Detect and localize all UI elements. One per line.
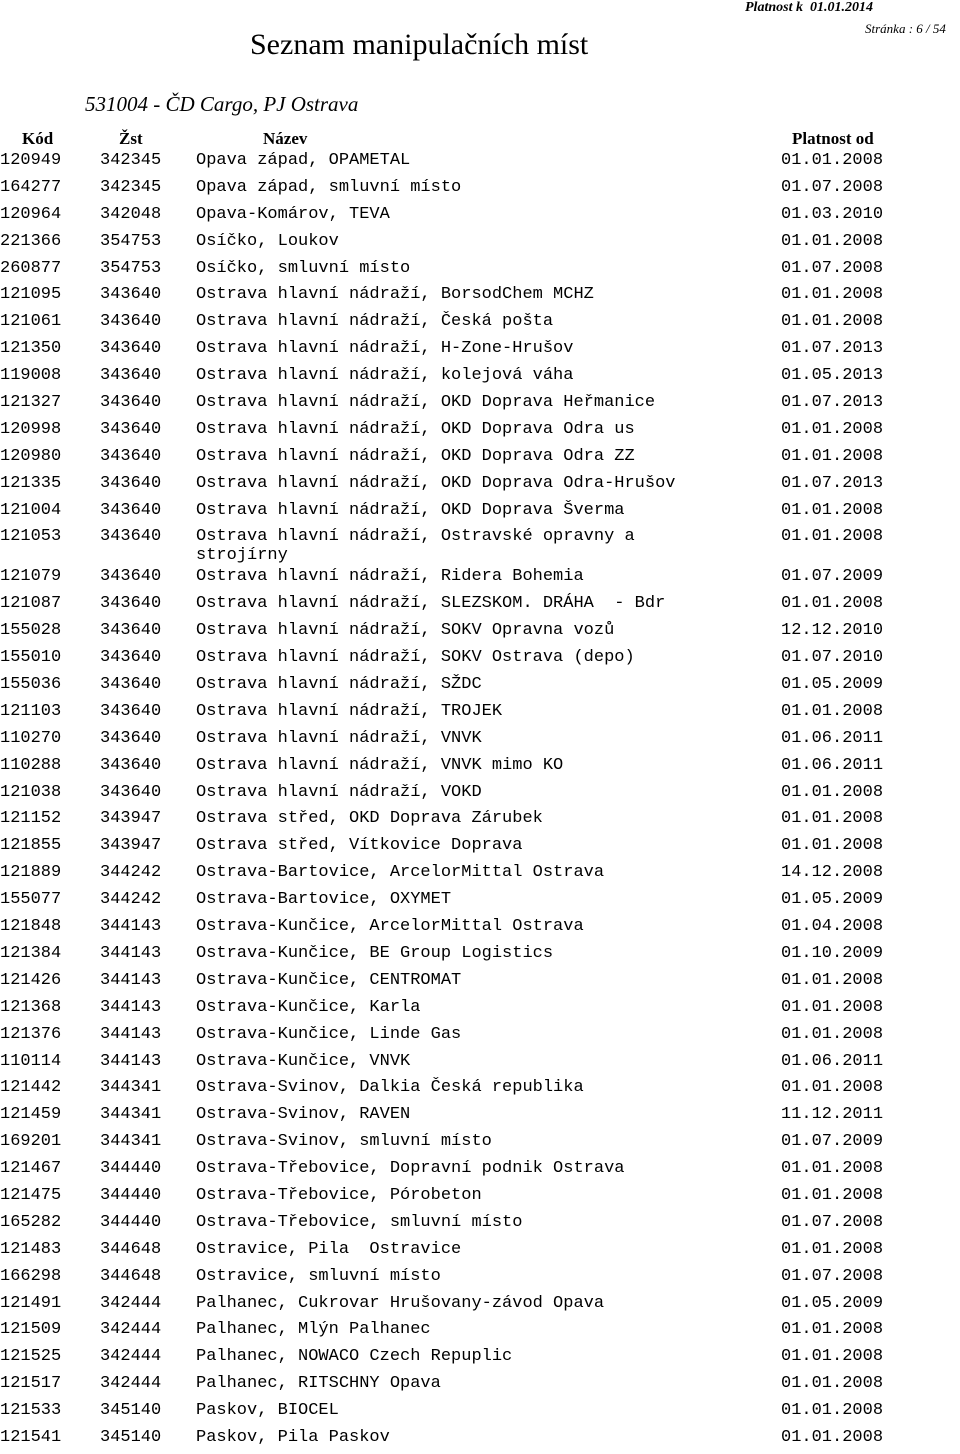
row-station: 342444 bbox=[100, 1320, 162, 1340]
table-row bbox=[0, 1373, 960, 1400]
row-name: Ostravice, smluvní místo bbox=[196, 1266, 441, 1286]
table-row bbox=[0, 916, 960, 943]
row-code: 121327 bbox=[0, 393, 62, 413]
row-code: 155028 bbox=[0, 621, 62, 641]
row-name: Ostrava-Třebovice, Pórobeton bbox=[196, 1185, 482, 1205]
row-name: Osíčko, smluvní místo bbox=[196, 258, 411, 278]
table-row bbox=[0, 473, 960, 500]
table-row bbox=[0, 782, 960, 809]
row-name: Paskov, Pila Paskov bbox=[196, 1427, 390, 1447]
row-valid-from: 01.01.2008 bbox=[781, 1024, 884, 1044]
row-station: 344440 bbox=[100, 1159, 162, 1179]
row-name: Ostrava hlavní nádraží, SOKV Opravna vozů bbox=[196, 621, 615, 641]
row-name: Ostrava-Kunčice, CENTROMAT bbox=[196, 970, 462, 990]
table-row bbox=[0, 808, 960, 835]
row-name: Ostrava-Třebovice, Dopravní podnik Ostrava bbox=[196, 1159, 625, 1179]
row-code: 121335 bbox=[0, 473, 62, 493]
row-station: 343640 bbox=[100, 648, 162, 668]
row-code: 121509 bbox=[0, 1320, 62, 1340]
row-valid-from: 01.01.2008 bbox=[781, 500, 884, 520]
row-valid-from: 01.05.2009 bbox=[781, 890, 884, 910]
row-code: 221366 bbox=[0, 231, 62, 251]
row-code: 120964 bbox=[0, 204, 62, 224]
table-row bbox=[0, 1293, 960, 1320]
row-code: 121368 bbox=[0, 997, 62, 1017]
row-station: 344648 bbox=[100, 1266, 162, 1286]
row-station: 344143 bbox=[100, 1051, 162, 1071]
organization-unit: 531004 - ČD Cargo, PJ Ostrava bbox=[85, 92, 359, 116]
column-header-date: Platnost od bbox=[792, 129, 874, 148]
row-valid-from: 01.01.2008 bbox=[781, 419, 884, 439]
table-row bbox=[0, 943, 960, 970]
row-station: 343640 bbox=[100, 567, 162, 587]
row-station: 344341 bbox=[100, 1078, 162, 1098]
table-row bbox=[0, 1427, 960, 1454]
row-station: 343947 bbox=[100, 809, 162, 829]
row-name: Ostrava-Kunčice, Linde Gas bbox=[196, 1024, 462, 1044]
row-station: 342444 bbox=[100, 1347, 162, 1367]
row-valid-from: 01.01.2008 bbox=[781, 1159, 884, 1179]
row-station: 344242 bbox=[100, 890, 162, 910]
row-code: 120949 bbox=[0, 151, 62, 170]
table-row bbox=[0, 835, 960, 862]
row-code: 166298 bbox=[0, 1266, 62, 1286]
row-name: Paskov, BIOCEL bbox=[196, 1401, 339, 1421]
table-row bbox=[0, 204, 960, 231]
row-code: 260877 bbox=[0, 258, 62, 278]
row-name: Ostravice, Pila Ostravice bbox=[196, 1239, 462, 1259]
row-name: Ostrava hlavní nádraží, H-Zone-Hrušov bbox=[196, 339, 574, 359]
row-valid-from: 01.01.2008 bbox=[781, 231, 884, 251]
row-code: 121848 bbox=[0, 917, 62, 937]
row-valid-from: 01.01.2008 bbox=[781, 809, 884, 829]
row-name: Palhanec, NOWACO Czech Repuplic bbox=[196, 1347, 513, 1367]
table-row bbox=[0, 970, 960, 997]
row-station: 342444 bbox=[100, 1374, 162, 1394]
row-name: Palhanec, Cukrovar Hrušovany-závod Opava bbox=[196, 1293, 605, 1313]
table-row bbox=[0, 419, 960, 446]
row-code: 121475 bbox=[0, 1185, 62, 1205]
row-valid-from: 01.01.2008 bbox=[781, 970, 884, 990]
row-name: Ostrava-Bartovice, OXYMET bbox=[196, 890, 452, 910]
row-valid-from: 01.01.2008 bbox=[781, 997, 884, 1017]
table-header bbox=[0, 129, 960, 151]
table-row bbox=[0, 1346, 960, 1373]
row-valid-from: 01.04.2008 bbox=[781, 917, 884, 937]
table-row bbox=[0, 1266, 960, 1293]
row-name: Ostrava-Třebovice, smluvní místo bbox=[196, 1212, 523, 1232]
page-number: Stránka : 6 / 54 bbox=[865, 21, 946, 36]
row-valid-from: 01.01.2008 bbox=[781, 701, 884, 721]
row-valid-from: 01.05.2009 bbox=[781, 1293, 884, 1313]
table-row bbox=[0, 338, 960, 365]
row-code: 121483 bbox=[0, 1239, 62, 1259]
row-name: Ostrava hlavní nádraží, OKD Doprava Odra ZZ bbox=[196, 446, 635, 466]
table-row bbox=[0, 674, 960, 701]
row-station: 342048 bbox=[100, 204, 162, 224]
table-row bbox=[0, 755, 960, 782]
row-name: Ostrava-Bartovice, ArcelorMittal Ostrava bbox=[196, 863, 605, 883]
row-code: 164277 bbox=[0, 177, 62, 197]
column-header-zst: Žst bbox=[119, 129, 143, 148]
row-code: 121525 bbox=[0, 1347, 62, 1367]
row-station: 343947 bbox=[100, 836, 162, 856]
row-station: 343640 bbox=[100, 339, 162, 359]
row-station: 354753 bbox=[100, 258, 162, 278]
validity-date: Platnost k 01.01.2014 bbox=[745, 0, 873, 15]
row-valid-from: 01.01.2008 bbox=[781, 836, 884, 856]
table-row bbox=[0, 1051, 960, 1078]
table-body bbox=[0, 150, 960, 1454]
row-valid-from: 01.10.2009 bbox=[781, 943, 884, 963]
row-code: 121384 bbox=[0, 943, 62, 963]
row-name: Ostrava hlavní nádraží, OKD Doprava Heřmanice bbox=[196, 393, 656, 413]
row-name: Ostrava hlavní nádraží, Ostravské opravny a strojírny bbox=[196, 527, 635, 566]
row-code: 121889 bbox=[0, 863, 62, 883]
row-name: Opava západ, OPAMETAL bbox=[196, 151, 411, 170]
row-name: Ostrava-Kunčice, ArcelorMittal Ostrava bbox=[196, 917, 584, 937]
row-station: 343640 bbox=[100, 728, 162, 748]
row-station: 344143 bbox=[100, 943, 162, 963]
column-header-name: Název bbox=[263, 129, 308, 148]
row-station: 343640 bbox=[100, 621, 162, 641]
page-title: Seznam manipulačních míst bbox=[250, 28, 589, 61]
row-code: 121491 bbox=[0, 1293, 62, 1313]
row-valid-from: 01.06.2011 bbox=[781, 755, 884, 775]
row-station: 343640 bbox=[100, 701, 162, 721]
table-row bbox=[0, 1077, 960, 1104]
row-code: 121061 bbox=[0, 312, 62, 332]
table-row bbox=[0, 862, 960, 889]
row-valid-from: 01.07.2008 bbox=[781, 177, 884, 197]
row-name: Ostrava hlavní nádraží, OKD Doprava Odra-Hrušov bbox=[196, 473, 676, 493]
row-valid-from: 01.01.2008 bbox=[781, 1320, 884, 1340]
row-name: Ostrava hlavní nádraží, BorsodChem MCHZ bbox=[196, 285, 594, 305]
row-valid-from: 01.06.2011 bbox=[781, 728, 884, 748]
row-name: Ostrava hlavní nádraží, OKD Doprava Šverma bbox=[196, 500, 625, 520]
row-valid-from: 01.07.2013 bbox=[781, 339, 884, 359]
row-name: Opava západ, smluvní místo bbox=[196, 177, 462, 197]
row-station: 343640 bbox=[100, 500, 162, 520]
row-valid-from: 01.07.2010 bbox=[781, 648, 884, 668]
table-row bbox=[0, 258, 960, 285]
row-code: 169201 bbox=[0, 1132, 62, 1152]
row-code: 121087 bbox=[0, 594, 62, 614]
row-code: 120980 bbox=[0, 446, 62, 466]
table-row bbox=[0, 701, 960, 728]
table-row bbox=[0, 1185, 960, 1212]
row-station: 343640 bbox=[100, 419, 162, 439]
table-row bbox=[0, 1024, 960, 1051]
table-row bbox=[0, 177, 960, 204]
row-station: 354753 bbox=[100, 231, 162, 251]
row-code: 121053 bbox=[0, 527, 62, 547]
row-name: Ostrava hlavní nádraží, SOKV Ostrava (depo) bbox=[196, 648, 635, 668]
row-code: 155010 bbox=[0, 648, 62, 668]
row-station: 343640 bbox=[100, 675, 162, 695]
row-name: Ostrava hlavní nádraží, SŽDC bbox=[196, 675, 482, 695]
row-station: 344648 bbox=[100, 1239, 162, 1259]
row-valid-from: 01.05.2009 bbox=[781, 675, 884, 695]
row-station: 345140 bbox=[100, 1401, 162, 1421]
row-station: 344143 bbox=[100, 970, 162, 990]
row-name: Ostrava-Kunčice, BE Group Logistics bbox=[196, 943, 554, 963]
row-code: 121038 bbox=[0, 782, 62, 802]
table-row bbox=[0, 1319, 960, 1346]
row-valid-from: 01.03.2010 bbox=[781, 204, 884, 224]
row-station: 344341 bbox=[100, 1105, 162, 1125]
row-code: 121855 bbox=[0, 836, 62, 856]
row-valid-from: 01.01.2008 bbox=[781, 782, 884, 802]
row-name: Ostrava hlavní nádraží, VNVK mimo KO bbox=[196, 755, 564, 775]
row-valid-from: 01.01.2008 bbox=[781, 1374, 884, 1394]
table-row bbox=[0, 1212, 960, 1239]
table-row bbox=[0, 593, 960, 620]
table-row bbox=[0, 728, 960, 755]
row-name: Ostrava hlavní nádraží, kolejová váha bbox=[196, 366, 574, 386]
row-code: 155077 bbox=[0, 890, 62, 910]
row-station: 344143 bbox=[100, 917, 162, 937]
table-row bbox=[0, 311, 960, 338]
table-row bbox=[0, 997, 960, 1024]
row-station: 342345 bbox=[100, 177, 162, 197]
row-code: 121426 bbox=[0, 970, 62, 990]
row-valid-from: 14.12.2008 bbox=[781, 863, 884, 883]
row-station: 343640 bbox=[100, 446, 162, 466]
row-code: 121459 bbox=[0, 1105, 62, 1125]
row-code: 121442 bbox=[0, 1078, 62, 1098]
row-station: 343640 bbox=[100, 473, 162, 493]
row-name: Ostrava hlavní nádraží, TROJEK bbox=[196, 701, 503, 721]
row-code: 121541 bbox=[0, 1427, 62, 1447]
row-name: Palhanec, RITSCHNY Opava bbox=[196, 1374, 441, 1394]
row-name: Ostrava hlavní nádraží, Česká pošta bbox=[196, 312, 554, 332]
table-row bbox=[0, 1400, 960, 1427]
row-code: 110270 bbox=[0, 728, 62, 748]
row-valid-from: 01.01.2008 bbox=[781, 312, 884, 332]
row-valid-from: 01.01.2008 bbox=[781, 1347, 884, 1367]
row-station: 343640 bbox=[100, 285, 162, 305]
row-valid-from: 12.12.2010 bbox=[781, 621, 884, 641]
row-valid-from: 01.05.2013 bbox=[781, 366, 884, 386]
row-code: 121152 bbox=[0, 809, 62, 829]
row-station: 344143 bbox=[100, 1024, 162, 1044]
table-row bbox=[0, 150, 960, 177]
row-valid-from: 01.01.2008 bbox=[781, 1185, 884, 1205]
row-valid-from: 01.07.2008 bbox=[781, 1266, 884, 1286]
row-valid-from: 01.06.2011 bbox=[781, 1051, 884, 1071]
row-station: 344440 bbox=[100, 1185, 162, 1205]
row-station: 343640 bbox=[100, 782, 162, 802]
row-valid-from: 01.07.2013 bbox=[781, 473, 884, 493]
row-code: 121095 bbox=[0, 285, 62, 305]
row-station: 345140 bbox=[100, 1427, 162, 1447]
row-station: 343640 bbox=[100, 594, 162, 614]
row-station: 342345 bbox=[100, 151, 162, 170]
row-valid-from: 01.07.2013 bbox=[781, 393, 884, 413]
row-valid-from: 01.01.2008 bbox=[781, 151, 884, 170]
row-name: Ostrava hlavní nádraží, VOKD bbox=[196, 782, 482, 802]
table-row bbox=[0, 620, 960, 647]
row-name: Ostrava hlavní nádraží, Ridera Bohemia bbox=[196, 567, 584, 587]
row-code: 121533 bbox=[0, 1401, 62, 1421]
row-valid-from: 01.07.2008 bbox=[781, 1212, 884, 1232]
row-station: 343640 bbox=[100, 527, 162, 547]
row-station: 344341 bbox=[100, 1132, 162, 1152]
row-code: 119008 bbox=[0, 366, 62, 386]
row-name: Ostrava hlavní nádraží, SLEZSKOM. DRÁHA - Bdr bbox=[196, 594, 666, 614]
row-name: Ostrava-Svinov, RAVEN bbox=[196, 1105, 411, 1125]
row-valid-from: 01.01.2008 bbox=[781, 594, 884, 614]
row-valid-from: 01.01.2008 bbox=[781, 1401, 884, 1421]
row-code: 120998 bbox=[0, 419, 62, 439]
table-row bbox=[0, 365, 960, 392]
row-name: Ostrava-Svinov, smluvní místo bbox=[196, 1132, 492, 1152]
row-valid-from: 11.12.2011 bbox=[781, 1105, 884, 1125]
row-station: 344242 bbox=[100, 863, 162, 883]
row-valid-from: 01.07.2009 bbox=[781, 1132, 884, 1152]
table-row bbox=[0, 566, 960, 593]
row-code: 110288 bbox=[0, 755, 62, 775]
table-row bbox=[0, 889, 960, 916]
table-row bbox=[0, 231, 960, 258]
row-valid-from: 01.01.2008 bbox=[781, 1427, 884, 1447]
row-name: Ostrava hlavní nádraží, OKD Doprava Odra us bbox=[196, 419, 635, 439]
row-code: 155036 bbox=[0, 675, 62, 695]
row-name: Ostrava střed, OKD Doprava Zárubek bbox=[196, 809, 543, 829]
table-row bbox=[0, 500, 960, 527]
row-name: Ostrava-Svinov, Dalkia Česká republika bbox=[196, 1078, 584, 1098]
table-row bbox=[0, 392, 960, 419]
row-station: 343640 bbox=[100, 312, 162, 332]
row-station: 344143 bbox=[100, 997, 162, 1017]
row-valid-from: 01.01.2008 bbox=[781, 1239, 884, 1259]
row-code: 121376 bbox=[0, 1024, 62, 1044]
table-row bbox=[0, 1104, 960, 1131]
row-name: Ostrava-Kunčice, VNVK bbox=[196, 1051, 411, 1071]
row-valid-from: 01.01.2008 bbox=[781, 527, 884, 547]
table-row bbox=[0, 1239, 960, 1266]
row-name: Ostrava střed, Vítkovice Doprava bbox=[196, 836, 523, 856]
row-valid-from: 01.01.2008 bbox=[781, 446, 884, 466]
row-station: 343640 bbox=[100, 755, 162, 775]
row-code: 121517 bbox=[0, 1374, 62, 1394]
table-row bbox=[0, 1131, 960, 1158]
row-code: 165282 bbox=[0, 1212, 62, 1232]
row-name: Opava-Komárov, TEVA bbox=[196, 204, 390, 224]
row-valid-from: 01.01.2008 bbox=[781, 1078, 884, 1098]
row-name: Osíčko, Loukov bbox=[196, 231, 339, 251]
row-station: 343640 bbox=[100, 366, 162, 386]
row-valid-from: 01.07.2009 bbox=[781, 567, 884, 587]
row-code: 121079 bbox=[0, 567, 62, 587]
row-station: 342444 bbox=[100, 1293, 162, 1313]
column-header-kod: Kód bbox=[22, 129, 54, 148]
table-row bbox=[0, 284, 960, 311]
row-valid-from: 01.07.2008 bbox=[781, 258, 884, 278]
table-row bbox=[0, 647, 960, 674]
table-row bbox=[0, 446, 960, 473]
row-code: 121467 bbox=[0, 1159, 62, 1179]
row-name: Ostrava hlavní nádraží, VNVK bbox=[196, 728, 482, 748]
row-code: 121103 bbox=[0, 701, 62, 721]
row-code: 121004 bbox=[0, 500, 62, 520]
row-code: 110114 bbox=[0, 1051, 62, 1071]
table-row bbox=[0, 1158, 960, 1185]
row-code: 121350 bbox=[0, 339, 62, 359]
row-name: Ostrava-Kunčice, Karla bbox=[196, 997, 421, 1017]
row-valid-from: 01.01.2008 bbox=[781, 285, 884, 305]
row-station: 343640 bbox=[100, 393, 162, 413]
row-station: 344440 bbox=[100, 1212, 162, 1232]
row-name: Palhanec, Mlýn Palhanec bbox=[196, 1320, 431, 1340]
table-row bbox=[0, 526, 960, 566]
